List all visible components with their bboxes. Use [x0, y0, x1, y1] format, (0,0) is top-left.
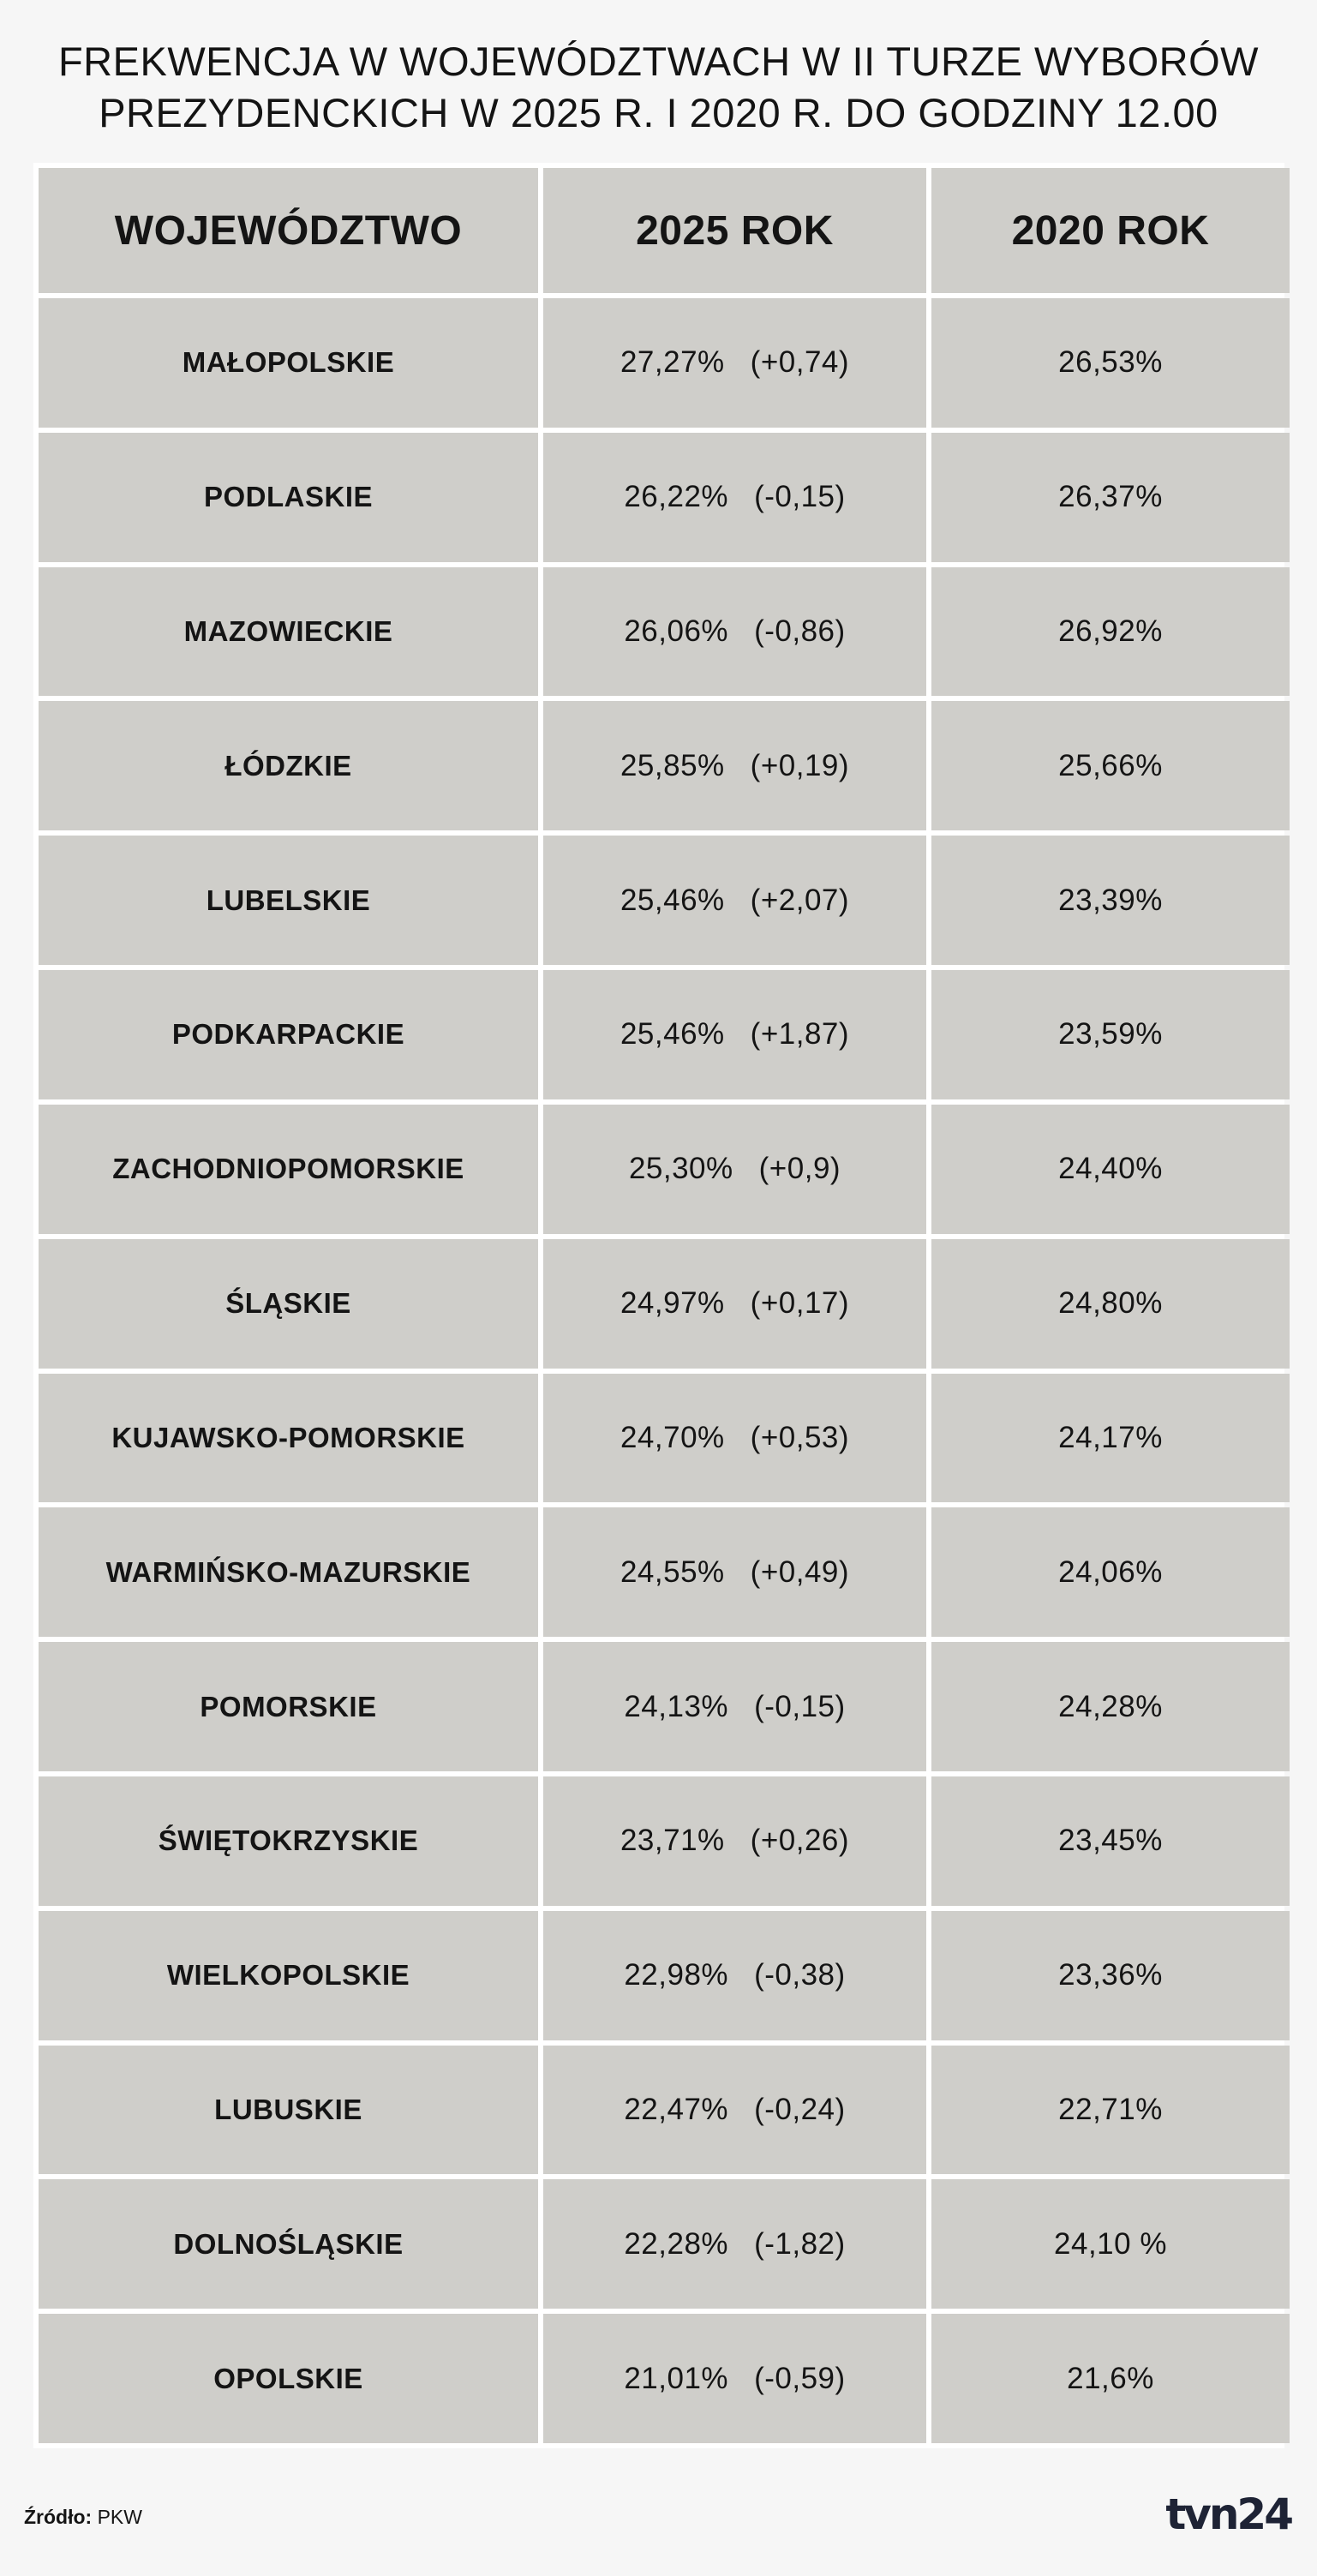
turnout-2025-value: 24,13%: [624, 1689, 729, 1723]
region-cell: LUBELSKIE: [39, 836, 538, 965]
table-row: [39, 1239, 1290, 1369]
table-row: [39, 1776, 1290, 1906]
turnout-2020-cell: 23,45%: [931, 1776, 1290, 1906]
turnout-2020-cell: 24,40%: [931, 1105, 1290, 1234]
table-row: [39, 433, 1290, 562]
region-cell: DOLNOŚLĄSKIE: [39, 2179, 538, 2309]
turnout-2025-value: 24,97%: [620, 1286, 725, 1321]
region-cell: KUJAWSKO-POMORSKIE: [39, 1374, 538, 1503]
table-row: [39, 1507, 1290, 1637]
region-cell: ŁÓDZKIE: [39, 701, 538, 830]
table-row: [39, 1374, 1290, 1503]
turnout-2025-cell: [543, 298, 926, 428]
header-region: WOJEWÓDZTWO: [39, 168, 538, 293]
region-cell: ŚLĄSKIE: [39, 1239, 538, 1369]
turnout-2025-value: 25,46%: [620, 883, 725, 917]
turnout-2025-value: 22,98%: [624, 1958, 729, 1992]
table-row: [39, 970, 1290, 1099]
turnout-2020-cell: 24,06%: [931, 1507, 1290, 1637]
source-label: Źródło:: [24, 2506, 93, 2528]
table-header-row: [39, 168, 1290, 293]
turnout-2025-value: 23,71%: [620, 1824, 725, 1858]
turnout-change-value: (-0,24): [754, 2092, 846, 2126]
turnout-2025-value: 26,22%: [624, 480, 729, 514]
turnout-2025-cell: [543, 1105, 926, 1234]
table-row: [39, 1105, 1290, 1234]
turnout-2025-cell: [543, 836, 926, 965]
turnout-2020-cell: 22,71%: [931, 2046, 1290, 2175]
table-row: [39, 2179, 1290, 2309]
region-cell: MAZOWIECKIE: [39, 567, 538, 697]
turnout-change-value: (+0,9): [758, 1152, 841, 1186]
turnout-change-value: (+2,07): [750, 883, 850, 917]
turnout-2025-cell: [543, 701, 926, 830]
turnout-2025-cell: [543, 567, 926, 697]
source-note: [24, 2506, 142, 2529]
region-cell: OPOLSKIE: [39, 2314, 538, 2443]
region-cell: WARMIŃSKO-MAZURSKIE: [39, 1507, 538, 1637]
page-title: [0, 36, 1317, 139]
turnout-2025-value: 25,30%: [628, 1152, 733, 1186]
table-row: [39, 298, 1290, 428]
turnout-change-value: (-0,86): [754, 614, 846, 649]
turnout-2025-cell: [543, 1239, 926, 1369]
table-row: [39, 2046, 1290, 2175]
table-row: [39, 1642, 1290, 1771]
turnout-2025-value: 25,46%: [620, 1017, 725, 1051]
turnout-2020-cell: 23,39%: [931, 836, 1290, 965]
turnout-2025-cell: [543, 433, 926, 562]
table-row: [39, 567, 1290, 697]
region-cell: WIELKOPOLSKIE: [39, 1911, 538, 2040]
region-cell: PODLASKIE: [39, 433, 538, 562]
header-2025: 2025 ROK: [543, 168, 926, 293]
table-row: [39, 836, 1290, 965]
turnout-2025-cell: [543, 2314, 926, 2443]
turnout-change-value: (-0,15): [754, 480, 846, 514]
turnout-2025-cell: [543, 970, 926, 1099]
turnout-2025-cell: [543, 1507, 926, 1637]
turnout-2025-value: 21,01%: [624, 2361, 729, 2395]
region-cell: ŚWIĘTOKRZYSKIE: [39, 1776, 538, 1906]
table-row: [39, 1911, 1290, 2040]
region-cell: ZACHODNIOPOMORSKIE: [39, 1105, 538, 1234]
turnout-2025-value: 24,55%: [620, 1555, 725, 1589]
turnout-2025-value: 24,70%: [620, 1420, 725, 1454]
turnout-2020-cell: 23,59%: [931, 970, 1290, 1099]
turnout-2025-cell: [543, 2179, 926, 2309]
turnout-change-value: (+0,74): [750, 345, 850, 380]
table-body: [39, 298, 1290, 2443]
turnout-2025-cell: [543, 2046, 926, 2175]
title-line-1: FREKWENCJA W WOJEWÓDZTWACH W II TURZE WYBORÓW: [57, 39, 1260, 84]
region-cell: PODKARPACKIE: [39, 970, 538, 1099]
turnout-change-value: (+0,17): [750, 1286, 850, 1321]
turnout-table-container: [33, 163, 1284, 2448]
turnout-2020-cell: 23,36%: [931, 1911, 1290, 2040]
region-cell: MAŁOPOLSKIE: [39, 298, 538, 428]
turnout-2025-cell: [543, 1374, 926, 1503]
turnout-2025-value: 25,85%: [620, 748, 725, 782]
title-line-2: PREZYDENCKICH W 2025 R. I 2020 R. DO GODZINY 12.00: [99, 90, 1218, 135]
tvn24-logo: tvn24: [1165, 2489, 1291, 2539]
turnout-change-value: (+0,26): [750, 1824, 850, 1858]
turnout-change-value: (+0,19): [750, 748, 850, 782]
turnout-2025-value: 27,27%: [620, 345, 725, 380]
turnout-change-value: (+0,53): [750, 1420, 850, 1454]
turnout-2025-value: 22,28%: [624, 2226, 729, 2261]
turnout-2020-cell: 21,6%: [931, 2314, 1290, 2443]
turnout-change-value: (+0,49): [750, 1555, 850, 1589]
turnout-2020-cell: 24,10 %: [931, 2179, 1290, 2309]
turnout-2020-cell: 26,92%: [931, 567, 1290, 697]
turnout-2020-cell: 26,37%: [931, 433, 1290, 562]
turnout-2020-cell: 24,17%: [931, 1374, 1290, 1503]
table-row: [39, 701, 1290, 830]
turnout-change-value: (-0,15): [754, 1689, 846, 1723]
region-cell: LUBUSKIE: [39, 2046, 538, 2175]
turnout-2020-cell: 24,80%: [931, 1239, 1290, 1369]
turnout-change-value: (-1,82): [754, 2226, 846, 2261]
turnout-change-value: (-0,59): [754, 2361, 846, 2395]
region-cell: POMORSKIE: [39, 1642, 538, 1771]
turnout-change-value: (+1,87): [750, 1017, 850, 1051]
turnout-2025-value: 26,06%: [624, 614, 729, 649]
turnout-2020-cell: 24,28%: [931, 1642, 1290, 1771]
header-2020: 2020 ROK: [931, 168, 1290, 293]
table-row: [39, 2314, 1290, 2443]
turnout-2025-cell: [543, 1642, 926, 1771]
turnout-2025-cell: [543, 1911, 926, 2040]
turnout-2020-cell: 26,53%: [931, 298, 1290, 428]
turnout-2020-cell: 25,66%: [931, 701, 1290, 830]
source-value: PKW: [92, 2506, 142, 2528]
turnout-2025-value: 22,47%: [624, 2092, 729, 2126]
turnout-change-value: (-0,38): [754, 1958, 846, 1992]
turnout-table: [33, 163, 1295, 2448]
turnout-2025-cell: [543, 1776, 926, 1906]
